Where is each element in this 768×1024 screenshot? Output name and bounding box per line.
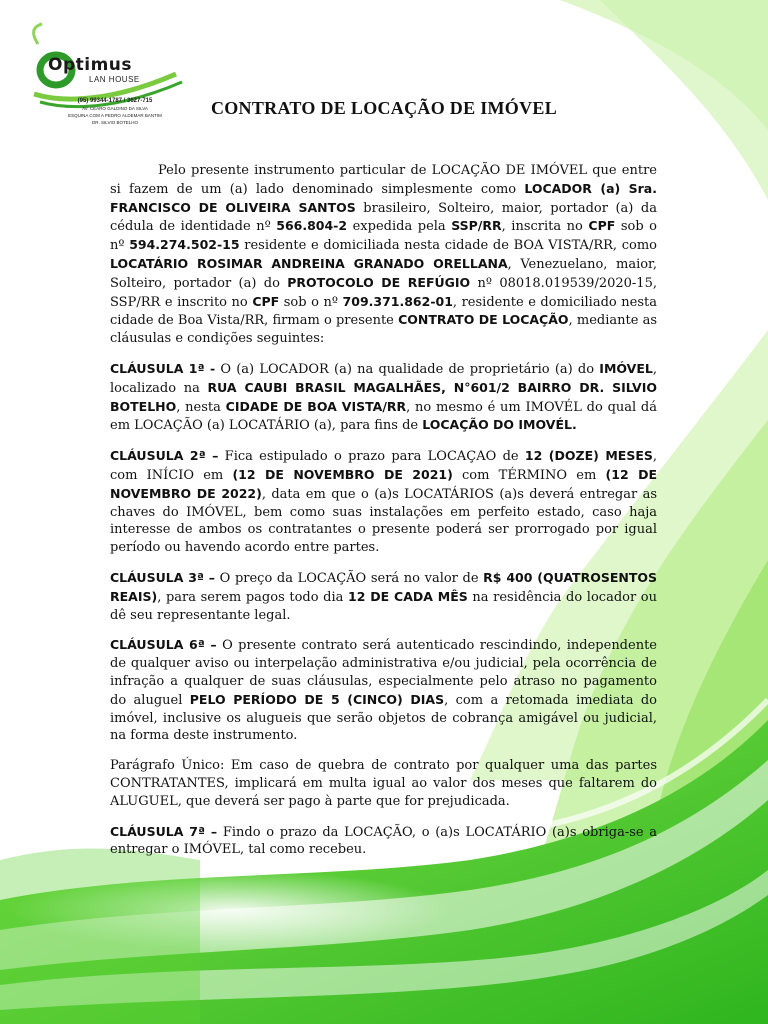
text-run: , inscrita no xyxy=(501,219,589,235)
bold-text: (12 DE NOVEMBRO DE 2021) xyxy=(232,466,453,482)
bold-text: 12 DE CADA MÊS xyxy=(348,588,468,604)
text-run: , nesta xyxy=(176,399,226,415)
clause-3 xyxy=(110,569,657,624)
text-run: , data em que o (a)s LOCATÁRIOS (a)s deverá entregar as chaves do IMÓVEL, bem como suas instalações em perfeito estado, caso haja interesse de ambos os contratantes o presente poderá ser prorrogado por igual período ou havendo acordo entre partes. xyxy=(110,486,657,556)
bold-text: SSP/RR xyxy=(451,218,502,234)
clause-6 xyxy=(110,636,657,745)
text-run: sob o nº xyxy=(110,219,657,254)
bold-text: IMÓVEL xyxy=(599,360,653,376)
bold-text: 12 (DOZE) MESES xyxy=(524,448,653,464)
document-title: CONTRATO DE LOCAÇÃO DE IMÓVEL xyxy=(210,98,558,118)
logo-subtitle: LAN HOUSE xyxy=(89,75,140,84)
text-run: , com a retomada imediata do imóvel, inclusive os alugueis que serão objetos de cobrança amigável ou judicial, na forma deste instrumento. xyxy=(110,692,657,744)
text-run: O presente contrato será autenticado rescindindo, independente de qualquer aviso ou interpelação administrativa e/ou judicial, pela ocorrência de infração a qualquer de suas cláusulas, especialmente pelo atraso no pagamento do aluguel xyxy=(110,638,657,708)
text-run: Fica estipulado o prazo para LOCAÇAO de xyxy=(218,449,525,465)
text-run: na residência do locador ou dê seu representante legal. xyxy=(110,589,658,623)
paragrafo-unico xyxy=(110,757,657,810)
bold-text: CLÁUSULA 3ª – xyxy=(110,569,216,585)
text-run: Pelo presente instrumento particular de LOCAÇÃO DE IMÓVEL que entre si fazem de um (a) lado denominado simplesmente como xyxy=(110,163,657,197)
bold-text: PELO PERÍODO DE 5 (CINCO) DIAS xyxy=(189,691,445,707)
bold-text: 594.274.502-15 xyxy=(129,237,240,253)
text-run: , mediante as cláusulas e condições seguintes: xyxy=(110,313,658,347)
clause-7 xyxy=(110,823,657,860)
bold-text: PROTOCOLO DE REFÚGIO xyxy=(287,274,471,290)
text-run: Findo o prazo da LOCAÇÃO, o (a)s LOCATÁRIO (a)s obriga-se a entregar o IMÓVEL, tal como recebeu. xyxy=(110,824,657,858)
bold-text: LOCADOR (a) Sra. FRANCISCO DE OLIVEIRA SANTOS xyxy=(110,180,657,215)
bold-text: LOCATÁRIO ROSIMAR ANDREINA GRANADO ORELLANA xyxy=(110,255,508,271)
bold-text: LOCAÇÃO DO IMOVÉL. xyxy=(422,417,577,433)
text-run: , localizado na xyxy=(110,361,657,396)
text-run: , Venezuelano, maior, Solteiro, portador (a) do xyxy=(110,256,657,291)
bold-text: CLÁUSULA 1ª - xyxy=(110,360,216,376)
text-run: com TÉRMINO em xyxy=(452,467,606,483)
text-run: , para serem pagos todo dia xyxy=(157,589,349,605)
text-run: expedida pela xyxy=(347,219,452,235)
logo-brand: Optimus xyxy=(48,55,133,75)
bold-text: CPF xyxy=(588,218,616,234)
clause-1 xyxy=(110,360,657,435)
bold-text: 709.371.862-01 xyxy=(342,293,453,309)
text-run: residente e domiciliada nesta cidade de BOA VISTA/RR, como xyxy=(239,238,657,254)
logo-phone: (95) 99344-1787 / 3627-715 xyxy=(77,98,153,104)
bold-text: CIDADE DE BOA VISTA/RR xyxy=(225,398,407,414)
text-run: nº 08018.019539/2020-15, SSP/RR e inscrito no xyxy=(110,275,657,310)
text-run: brasileiro, Solteiro, maior, portador (a) da cédula de identidade nº xyxy=(110,200,657,235)
text-run: O preço da LOCAÇÃO será no valor de xyxy=(215,570,484,586)
logo-address-line: AV. CEARO GALDINO DA SILVA xyxy=(82,106,148,111)
bold-text: CLÁUSULA 6ª – xyxy=(110,637,217,653)
text-run: Parágrafo Único: Em caso de quebra de contrato por qualquer uma das partes CONTRATANTES, implicará em multa igual ao valor dos meses que faltarem do ALUGUEL, que deverá ser pago à parte que for prejudicada. xyxy=(110,758,657,809)
bold-text: 566.804-2 xyxy=(276,218,348,234)
bold-text: R$ 400 (QUATROSENTOS REAIS) xyxy=(110,569,657,604)
bold-text: CONTRATO DE LOCAÇÃO xyxy=(398,312,569,328)
text-run: , residente e domiciliado nesta cidade de Boa Vista/RR, firmam o presente xyxy=(110,294,657,329)
bold-text: (12 DE NOVEMBRO DE 2022) xyxy=(110,466,657,501)
clause-2 xyxy=(110,447,657,557)
document-body xyxy=(110,162,657,871)
bold-text: RUA CAUBI BRASIL MAGALHÃES, N°601/2 BAIRRO DR. SILVIO BOTELHO xyxy=(110,379,657,414)
bold-text: CPF xyxy=(252,293,280,309)
bold-text: CLÁUSULA 7ª – xyxy=(110,823,218,839)
text-run: , com INÍCIO em xyxy=(110,449,657,483)
bold-text: CLÁUSULA 2ª – xyxy=(110,448,219,464)
paragraph-intro xyxy=(110,162,657,348)
logo-address-line: ESQUINA COM A PEDRO ALDEMAR BANTIM xyxy=(68,113,162,118)
text-run: O (a) LOCADOR (a) na qualidade de proprietário (a) do xyxy=(215,361,600,377)
text-run: , no mesmo é um IMOVÉL do qual dá em LOCAÇÃO (a) LOCATÁRIO (a), para fins de xyxy=(110,399,657,434)
logo-address-line: DR. SILVIO BOTELHO xyxy=(92,120,138,125)
text-run: sob o nº xyxy=(279,294,343,310)
